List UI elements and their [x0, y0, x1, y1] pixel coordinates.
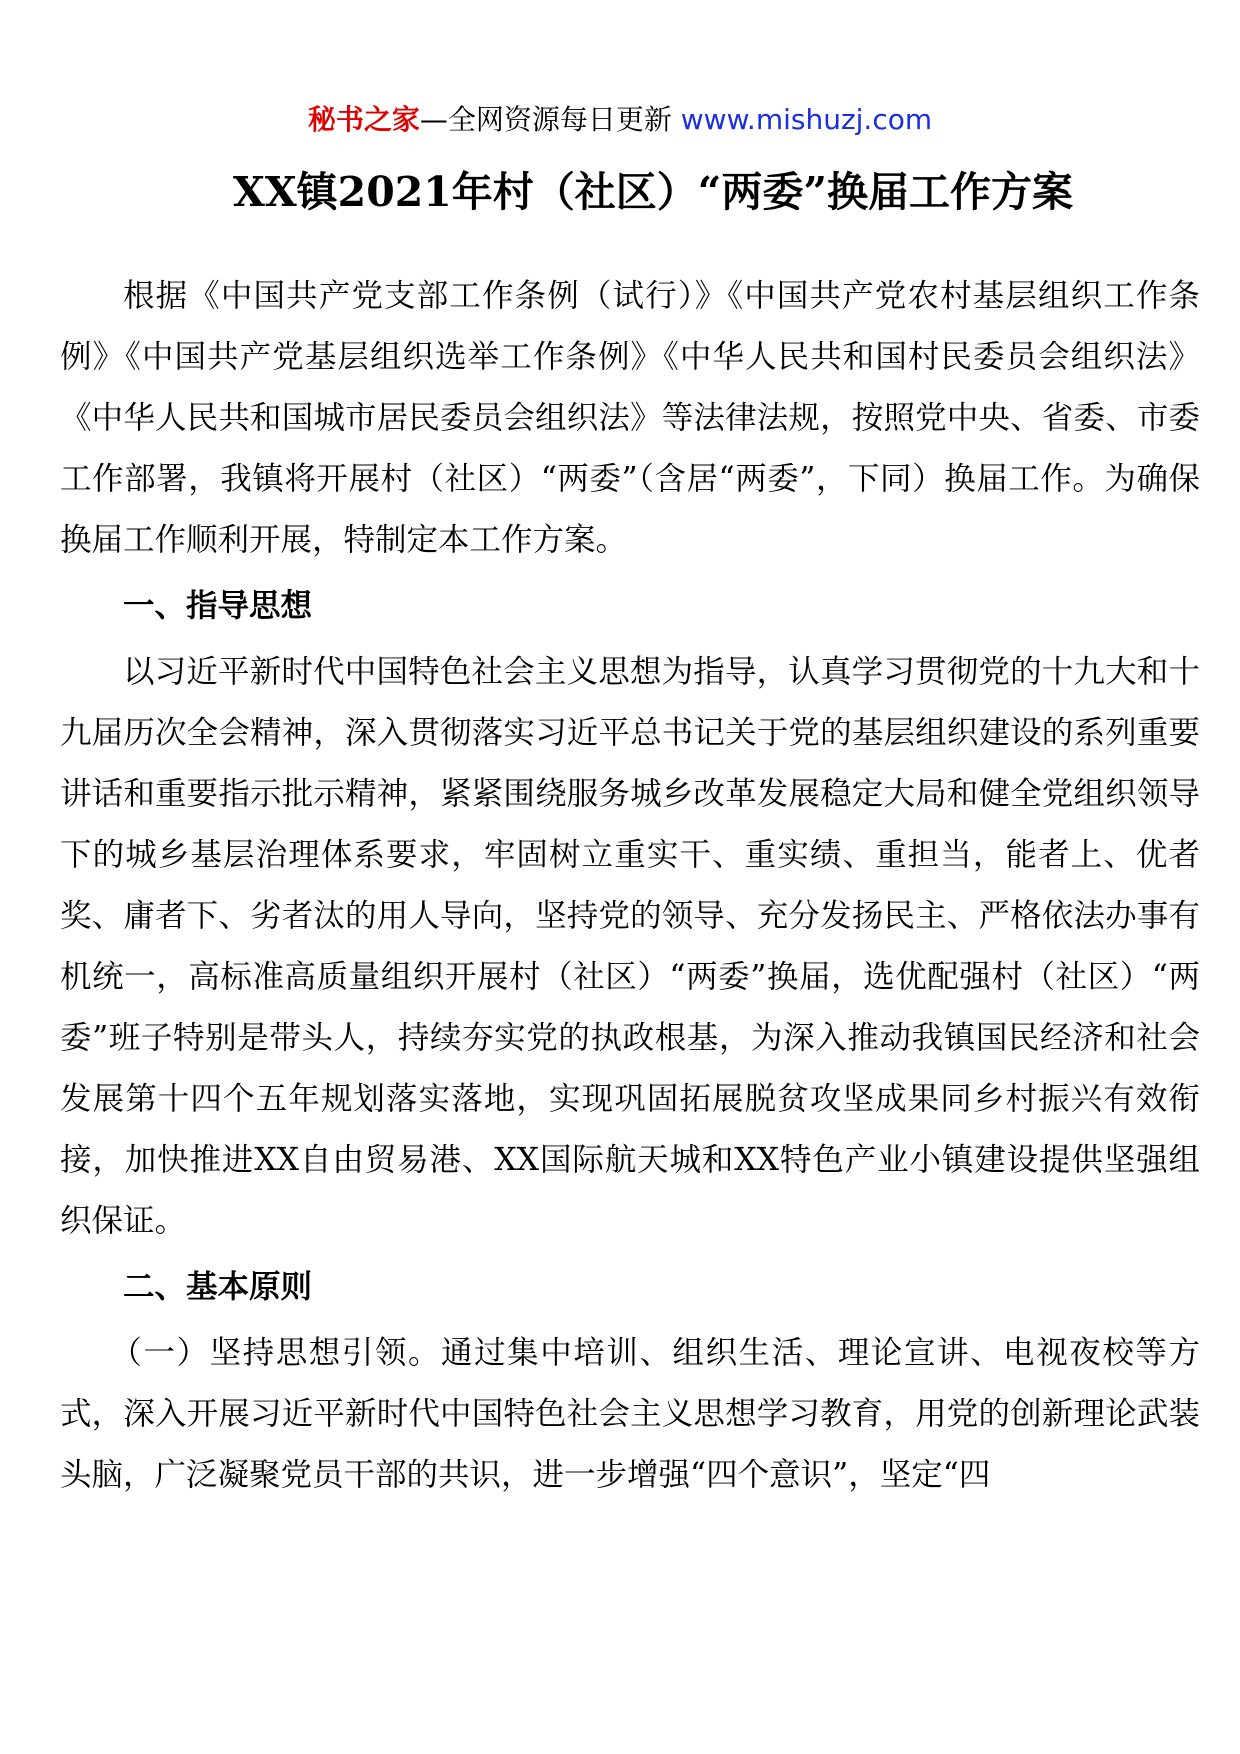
principle-item-1: （一）坚持思想引领。通过集中培训、组织生活、理论宣讲、电视夜校等方式，深入开展习近平新时代中国特色社会主义思想学习教育，用党的创新理论武装头脑，广泛凝聚党员干部的共识，进一步增强“四个意识”，坚定“四: [60, 1335, 1200, 1493]
site-header: [0, 100, 1240, 140]
guiding-ideology-paragraph: 以习近平新时代中国特色社会主义思想为指导，认真学习贯彻党的十九大和十九届历次全会精神，深入贯彻落实习近平总书记关于党的基层组织建设的系列重要讲话和重要指示批示精神，紧紧围绕服务城乡改革发展稳定大局和健全党组织领导下的城乡基层治理体系要求，牢固树立重实干、重实绩、重担当，能者上、优者奖、庸者下、劣者汰的用人导向，坚持党的领导、充分发扬民主、严格依法办事有机统一，高标准高质量组织开展村（社区）“两委”换届，选优配强村（社区）“两委”班子特别是带头人，持续夯实党的执政根基，为深入推动我镇国民经济和社会发展第十四个五年规划落实落地，实现巩固拓展脱贫攻坚成果同乡村振兴有效衔接，加快推进XX自由贸易港、XX国际航天城和XX特色产业小镇建设提供坚强组织保证。: [60, 654, 1200, 1239]
section-heading-guiding-ideology: 一、指导思想: [123, 588, 313, 624]
section-heading-basic-principles: 二、基本原则: [123, 1269, 313, 1305]
brand-name: 秘书之家: [307, 103, 420, 136]
header-slogan: —全网资源每日更新: [419, 103, 681, 136]
intro-paragraph: 根据《中国共产党支部工作条例（试行）》《中国共产党农村基层组织工作条例》《中国共产党基层组织选举工作条例》《中华人民共和国村民委员会组织法》《中华人民共和国城市居民委员会组织法》等法律法规，按照党中央、省委、市委工作部署，我镇将开展村（社区）“两委”（含居“两委”，下同）换届工作。为确保换届工作顺利开展，特制定本工作方案。: [60, 278, 1200, 558]
document-title: XX镇2021年村（社区）“两委”换届工作方案: [233, 168, 1073, 216]
site-url-link[interactable]: www.mishuzj.com: [680, 103, 933, 136]
document-body: [60, 266, 1200, 1506]
